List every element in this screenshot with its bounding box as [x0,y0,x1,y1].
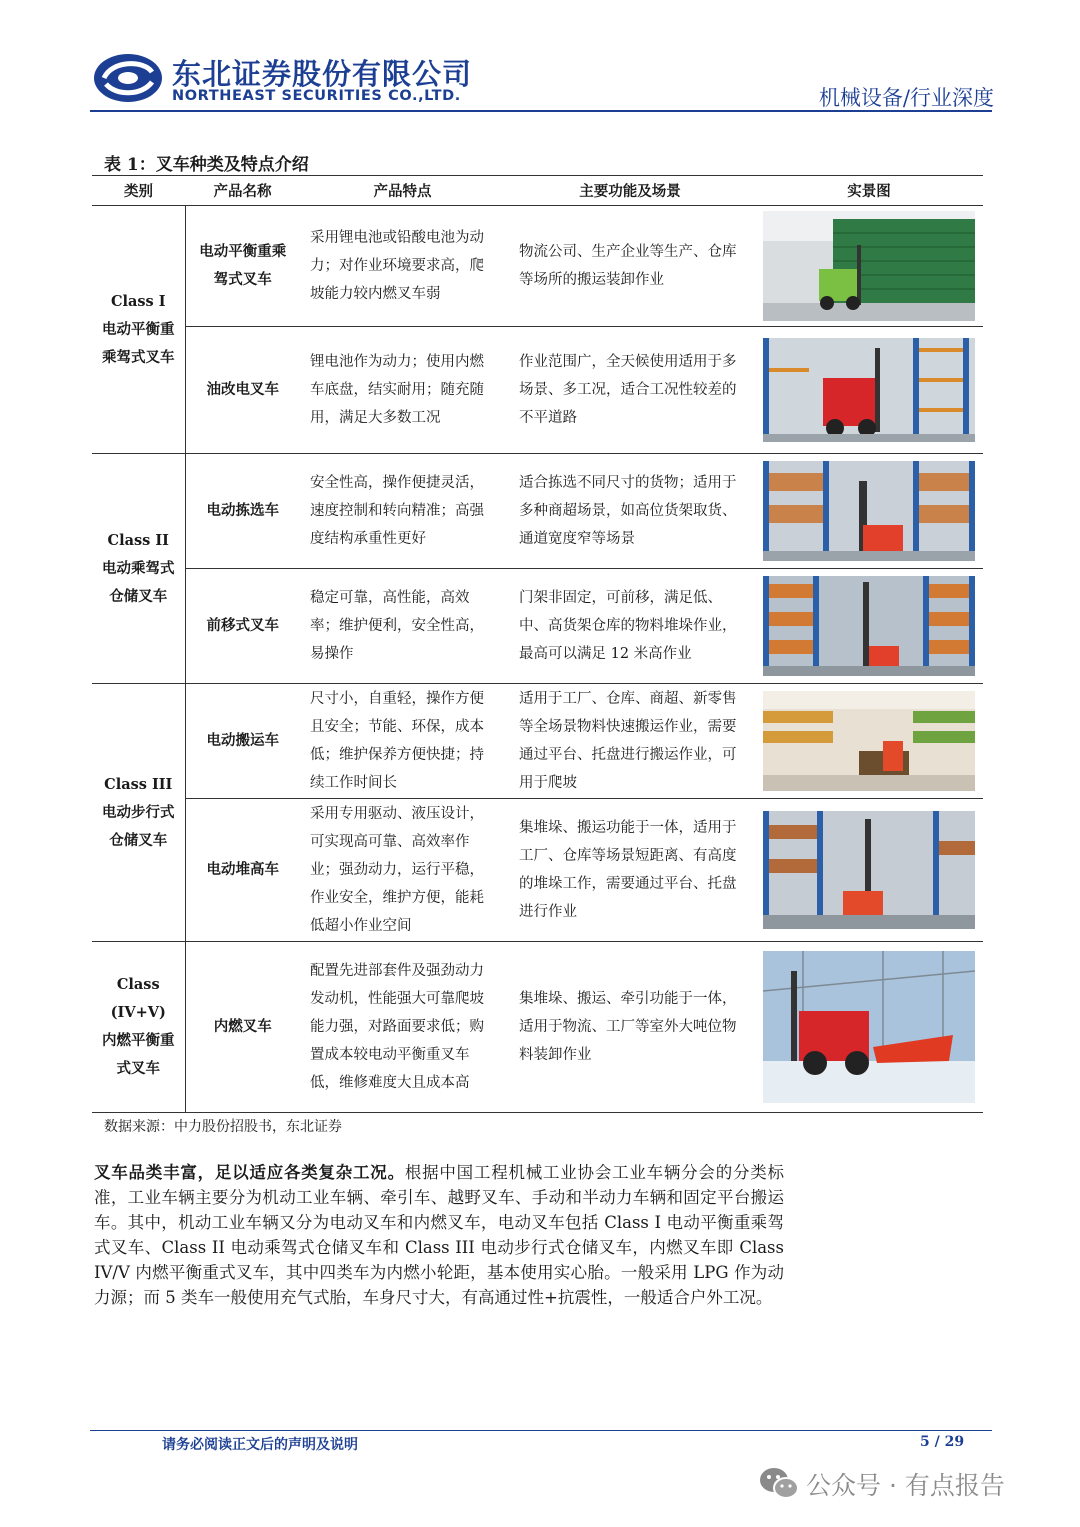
class-desc: 内燃平衡重式叉车 [102,1032,175,1077]
forklift-photo-oil-to-electric [763,338,975,442]
northeast-securities-logo-icon [92,52,164,104]
class-label: Class III [104,775,173,793]
forklift-photo-electric-counterbalance [763,211,975,321]
product-name: 电动拣选车 [185,454,300,569]
footer-divider [90,1430,992,1431]
header-features: 产品特点 [300,176,505,206]
product-name: 电动平衡重乘驾式叉车 [185,206,300,327]
table-row [92,327,983,454]
table-row [92,454,983,569]
header-product-name: 产品名称 [185,176,300,206]
table-header-row [92,176,983,206]
table-row [92,942,983,1113]
wechat-icon [758,1464,800,1502]
class-cell [92,454,185,684]
paragraph-body: 根据中国工程机械工业协会工业车辆分会的分类标准，工业车辆主要分为机动工业车辆、牵引车、越野叉车、手动和半动力车辆和固定平台搬运车。其中，机动工业车辆又分为电动叉车和内燃叉车，电动叉车包括 Class I 电动平衡重乘驾式叉车、Class II 电动乘驾式仓储叉车和 Class III 电动步行式仓储叉车，内燃叉车即 Class IV/V 内燃平衡重式叉车，其中四类车为内燃小轮距，基本使用实心胎。一般采用 LPG 作为动力源；而 5 类车一般使用充气式胎，车身尺寸大，有高通过性+抗震性，一般适合户外工况。 [94,1163,785,1307]
product-name: 前移式叉车 [185,569,300,684]
product-name: 电动搬运车 [185,684,300,799]
header-photo: 实景图 [755,176,983,206]
class-label: Class II [107,531,169,549]
data-source: 数据来源：中力股份招股书，东北证券 [104,1119,342,1135]
header-category: 类别 [92,176,185,206]
class-label: Class I [110,292,166,310]
table-row [92,799,983,942]
forklift-photo-order-picker [763,461,975,561]
class-desc: 电动步行式仓储叉车 [102,803,175,849]
class-cell [92,206,185,454]
disclaimer-note: 请务必阅读正文后的声明及说明 [162,1437,358,1453]
forklift-photo-pallet-truck [763,691,975,791]
class-label: Class (IV+V) [110,976,166,1021]
forklift-table [92,175,983,1113]
product-functions: 作业范围广，全天候使用适用于多场景、多工况，适合工况性较差的不平道路 [505,327,755,454]
product-name: 电动堆高车 [185,799,300,942]
product-functions: 集堆垛、搬运、牵引功能于一体，适用于物流、工厂等室外大吨位物料装卸作业 [505,942,755,1113]
forklift-photo-stacker [763,811,975,929]
industry-label: 机械设备/行业深度 [818,86,994,110]
table-title: 表 1：叉车种类及特点介绍 [104,155,309,175]
product-features: 采用锂电池或铅酸电池为动力；对作业环境要求高，爬坡能力较内燃叉车弱 [300,206,505,327]
forklift-photo-reach-truck [763,576,975,676]
table-row [92,206,983,327]
product-features: 配置先进部套件及强劲动力发动机，性能强大可靠爬坡能力强，对路面要求低；购置成本较电动平衡重叉车低，维修难度大且成本高 [300,942,505,1113]
product-features: 稳定可靠，高性能，高效率；维护便利，安全性高，易操作 [300,569,505,684]
watermark-text: 公众号 · 有点报告 [806,1471,1005,1500]
forklift-photo-ic-snow [763,951,975,1103]
class-desc: 电动乘驾式仓储叉车 [102,559,175,605]
table-row [92,569,983,684]
product-functions: 适合拣选不同尺寸的货物；适用于多种商超场景，如高位货架取货、通道宽度窄等场景 [505,454,755,569]
body-paragraph [94,1160,784,1310]
product-features: 安全性高，操作便捷灵活，速度控制和转向精准；高强度结构承重性更好 [300,454,505,569]
header-functions: 主要功能及场景 [505,176,755,206]
class-cell [92,942,185,1113]
product-name: 内燃叉车 [185,942,300,1113]
product-features: 锂电池作为动力；使用内燃车底盘，结实耐用；随充随用，满足大多数工况 [300,327,505,454]
class-desc: 电动平衡重乘驾式叉车 [102,320,175,366]
product-functions: 集堆垛、搬运功能于一体，适用于工厂、仓库等场景短距离、有高度的堆垛工作，需要通过平台、托盘进行作业 [505,799,755,942]
product-features: 采用专用驱动、液压设计，可实现高可靠、高效率作业；强劲动力，运行平稳，作业安全，维护方便，能耗低超小作业空间 [300,799,505,942]
product-features: 尺寸小，自重轻，操作方便且安全；节能、环保，成本低；维护保养方便快捷；持续工作时间长 [300,684,505,799]
product-functions: 门架非固定，可前移，满足低、中、高货架仓库的物料堆垛作业，最高可以满足 12 米高作业 [505,569,755,684]
class-cell [92,684,185,942]
product-name: 油改电叉车 [185,327,300,454]
company-name-en: NORTHEAST SECURITIES CO.,LTD. [172,88,461,104]
table-row [92,684,983,799]
product-functions: 物流公司、生产企业等生产、仓库等场所的搬运装卸作业 [505,206,755,327]
company-name-cn: 东北证券股份有限公司 [172,57,473,91]
page-number: 5 / 29 [920,1434,965,1450]
header-divider [90,110,992,112]
paragraph-lead: 叉车品类丰富，足以适应各类复杂工况。 [94,1163,405,1182]
product-functions: 适用于工厂、仓库、商超、新零售等全场景物料快速搬运作业，需要通过平台、托盘进行搬运作业，可用于爬坡 [505,684,755,799]
